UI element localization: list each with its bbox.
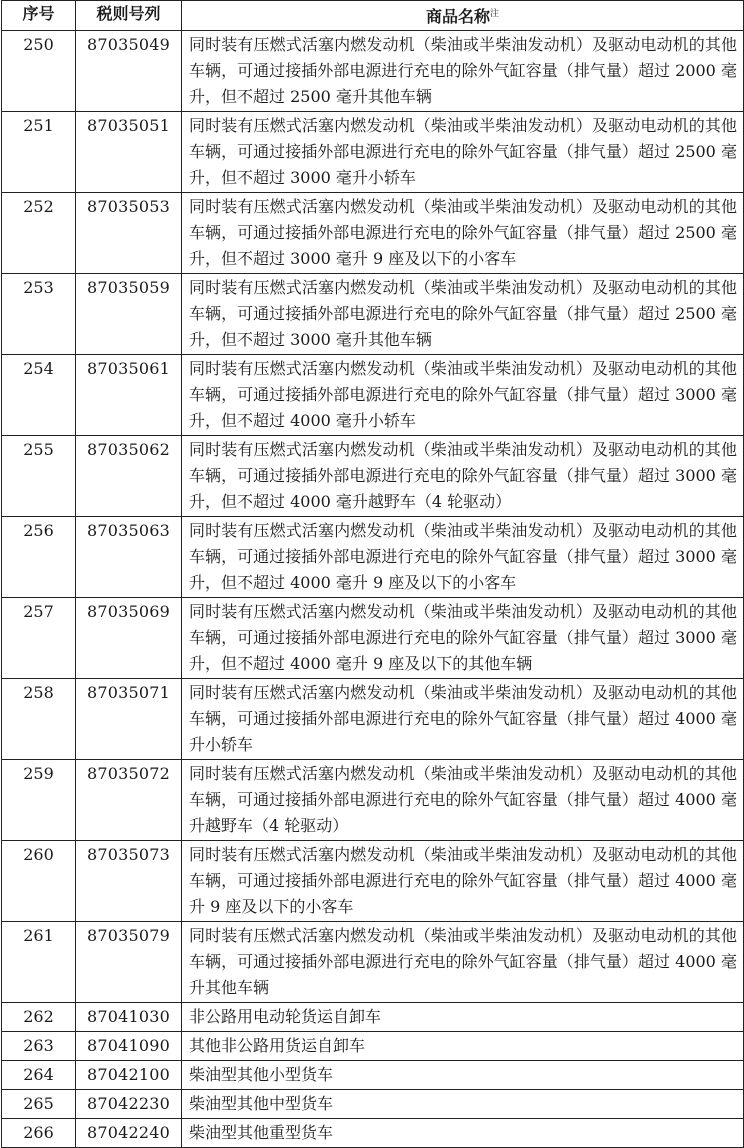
row-code: 87035073 <box>76 841 182 922</box>
row-desc: 同时装有压燃式活塞内燃发动机（柴油或半柴油发动机）及驱动电动机的其他车辆，可通过接插外部电源进行充电的除外气缸容量（排气量）超过 4000 毫升小轿车 <box>182 679 744 760</box>
row-seq: 262 <box>2 1003 76 1032</box>
row-desc: 柴油型其他中型货车 <box>182 1090 744 1119</box>
row-desc: 同时装有压燃式活塞内燃发动机（柴油或半柴油发动机）及驱动电动机的其他车辆，可通过接插外部电源进行充电的除外气缸容量（排气量）超过 4000 毫升 9 座及以下的小客车 <box>182 841 744 922</box>
row-desc: 非公路用电动轮货运自卸车 <box>182 1003 744 1032</box>
header-row <box>2 1 744 31</box>
row-seq: 260 <box>2 841 76 922</box>
row-desc: 柴油型其他重型货车 <box>182 1119 744 1148</box>
row-code: 87035051 <box>76 112 182 193</box>
row-seq: 256 <box>2 517 76 598</box>
row-seq: 263 <box>2 1032 76 1061</box>
row-desc: 同时装有压燃式活塞内燃发动机（柴油或半柴油发动机）及驱动电动机的其他车辆，可通过接插外部电源进行充电的除外气缸容量（排气量）超过 2500 毫升，但不超过 3000 毫升 9 座及以下的小客车 <box>182 193 744 274</box>
row-code: 87035069 <box>76 598 182 679</box>
row-desc: 同时装有压燃式活塞内燃发动机（柴油或半柴油发动机）及驱动电动机的其他车辆，可通过接插外部电源进行充电的除外气缸容量（排气量）超过 4000 毫升其他车辆 <box>182 922 744 1003</box>
table-row <box>2 922 744 1003</box>
row-code: 87041090 <box>76 1032 182 1061</box>
row-desc: 同时装有压燃式活塞内燃发动机（柴油或半柴油发动机）及驱动电动机的其他车辆，可通过接插外部电源进行充电的除外气缸容量（排气量）超过 4000 毫升越野车（4 轮驱动） <box>182 760 744 841</box>
row-seq: 266 <box>2 1119 76 1148</box>
row-seq: 255 <box>2 436 76 517</box>
table-row <box>2 1003 744 1032</box>
row-seq: 259 <box>2 760 76 841</box>
row-seq: 265 <box>2 1090 76 1119</box>
table-row <box>2 1061 744 1090</box>
row-seq: 252 <box>2 193 76 274</box>
row-desc: 同时装有压燃式活塞内燃发动机（柴油或半柴油发动机）及驱动电动机的其他车辆，可通过接插外部电源进行充电的除外气缸容量（排气量）超过 3000 毫升，但不超过 4000 毫升小轿车 <box>182 355 744 436</box>
row-desc: 同时装有压燃式活塞内燃发动机（柴油或半柴油发动机）及驱动电动机的其他车辆，可通过接插外部电源进行充电的除外气缸容量（排气量）超过 2500 毫升，但不超过 3000 毫升小轿车 <box>182 112 744 193</box>
row-seq: 254 <box>2 355 76 436</box>
row-code: 87041030 <box>76 1003 182 1032</box>
table-row <box>2 355 744 436</box>
row-code: 87035061 <box>76 355 182 436</box>
table-row <box>2 841 744 922</box>
row-desc: 同时装有压燃式活塞内燃发动机（柴油或半柴油发动机）及驱动电动机的其他车辆，可通过接插外部电源进行充电的除外气缸容量（排气量）超过 3000 毫升，但不超过 4000 毫升 9 座及以下的小客车 <box>182 517 744 598</box>
table-row <box>2 1119 744 1148</box>
table-row <box>2 31 744 112</box>
row-seq: 250 <box>2 31 76 112</box>
header-seq: 序号 <box>2 1 76 31</box>
table-row <box>2 598 744 679</box>
table-row <box>2 679 744 760</box>
table-row <box>2 436 744 517</box>
row-code: 87042240 <box>76 1119 182 1148</box>
table-row <box>2 274 744 355</box>
header-name-label: 商品名称 <box>425 7 490 26</box>
row-desc: 同时装有压燃式活塞内燃发动机（柴油或半柴油发动机）及驱动电动机的其他车辆，可通过接插外部电源进行充电的除外气缸容量（排气量）超过 2500 毫升，但不超过 3000 毫升其他车辆 <box>182 274 744 355</box>
header-name <box>182 1 744 31</box>
table-row <box>2 1090 744 1119</box>
table-row <box>2 1032 744 1061</box>
row-code: 87042230 <box>76 1090 182 1119</box>
row-seq: 253 <box>2 274 76 355</box>
row-code: 87042100 <box>76 1061 182 1090</box>
row-seq: 257 <box>2 598 76 679</box>
table-row <box>2 760 744 841</box>
row-seq: 258 <box>2 679 76 760</box>
table-row <box>2 193 744 274</box>
table-row <box>2 112 744 193</box>
row-desc: 同时装有压燃式活塞内燃发动机（柴油或半柴油发动机）及驱动电动机的其他车辆，可通过接插外部电源进行充电的除外气缸容量（排气量）超过 3000 毫升，但不超过 4000 毫升越野车（4 轮驱动） <box>182 436 744 517</box>
row-desc: 同时装有压燃式活塞内燃发动机（柴油或半柴油发动机）及驱动电动机的其他车辆，可通过接插外部电源进行充电的除外气缸容量（排气量）超过 3000 毫升，但不超过 4000 毫升 9 座及以下的其他车辆 <box>182 598 744 679</box>
row-code: 87035053 <box>76 193 182 274</box>
row-desc: 柴油型其他小型货车 <box>182 1061 744 1090</box>
row-code: 87035063 <box>76 517 182 598</box>
row-seq: 261 <box>2 922 76 1003</box>
row-seq: 251 <box>2 112 76 193</box>
header-code: 税则号列 <box>76 1 182 31</box>
row-code: 87035079 <box>76 922 182 1003</box>
row-seq: 264 <box>2 1061 76 1090</box>
row-code: 87035062 <box>76 436 182 517</box>
row-code: 87035071 <box>76 679 182 760</box>
row-code: 87035072 <box>76 760 182 841</box>
row-code: 87035049 <box>76 31 182 112</box>
row-desc: 其他非公路用货运自卸车 <box>182 1032 744 1061</box>
header-note-mark: 注 <box>490 9 500 19</box>
row-desc: 同时装有压燃式活塞内燃发动机（柴油或半柴油发动机）及驱动电动机的其他车辆，可通过接插外部电源进行充电的除外气缸容量（排气量）超过 2000 毫升，但不超过 2500 毫升其他车辆 <box>182 31 744 112</box>
table-row <box>2 517 744 598</box>
tariff-table <box>1 0 744 1148</box>
row-code: 87035059 <box>76 274 182 355</box>
